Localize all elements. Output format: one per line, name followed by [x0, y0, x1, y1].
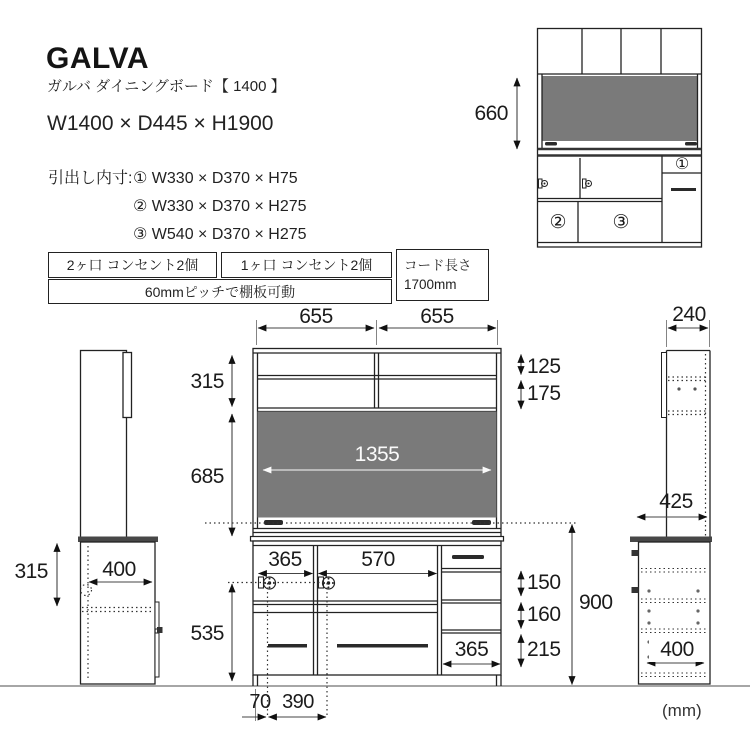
drawer-spec-3: ③ W540 × D370 × H275 — [133, 226, 307, 243]
dim-front-glass-section-height: 685 — [190, 465, 224, 488]
dim-front-half-width-right: 655 — [420, 305, 454, 328]
dim-right-top-depth: 240 — [672, 303, 706, 326]
drawer-spec-1: ① W330 × D370 × H75 — [133, 170, 298, 187]
spec-box-shelf-pitch: 60mmピッチで棚板可動 — [48, 279, 392, 304]
dim-front-shelf-row-1: 125 — [527, 355, 561, 378]
dim-left-upper-inner-height: 315 — [14, 560, 48, 583]
dim-front-niche-width: 365 — [454, 638, 489, 661]
dim-front-niche-height-1: 150 — [527, 571, 561, 594]
unit-note: (mm) — [662, 701, 702, 720]
left-side-view-drawing — [57, 351, 163, 685]
dim-front-knob-to-floor: 535 — [190, 622, 224, 645]
spec-box-cord-length — [396, 249, 489, 301]
dim-front-hinge-offset: 70 — [249, 691, 271, 713]
spec-box-outlet-single: 1ヶ口 コンセント2個 — [221, 252, 392, 278]
thumbnail-drawer-mark-3: ③ — [612, 212, 630, 233]
page-title: GALVA — [46, 42, 150, 75]
product-subtitle: ガルバ ダイニングボード【 1400 】 — [47, 78, 286, 95]
cord-length-value: 1700mm — [404, 277, 457, 292]
spec-box-outlet-double: 2ヶ口 コンセント2個 — [48, 252, 217, 278]
dim-front-niche-height-3: 215 — [527, 638, 561, 661]
dim-front-center-door-width: 570 — [361, 548, 395, 571]
dim-front-top-section-height: 315 — [190, 370, 224, 393]
dim-front-shelf-row-2: 175 — [527, 382, 561, 405]
dim-front-base-height: 900 — [579, 591, 613, 614]
dim-front-niche-height-2: 160 — [527, 603, 561, 626]
drawer-spec-label: 引出し内寸: — [48, 170, 133, 187]
overall-size: W1400 × D445 × H1900 — [47, 112, 274, 135]
cord-length-label: コード長さ — [404, 258, 472, 273]
dim-left-inner-depth: 400 — [102, 558, 136, 581]
dim-front-hinge-spacing: 390 — [282, 691, 314, 713]
drawer-spec-2: ② W330 × D370 × H275 — [133, 198, 307, 215]
dim-front-left-door-width: 365 — [268, 548, 302, 571]
dim-thumbnail-glass-height: 660 — [474, 102, 508, 125]
dim-front-glass-width: 1355 — [354, 443, 400, 466]
thumbnail-drawer-mark-1: ① — [674, 156, 690, 173]
front-view-drawing — [251, 349, 504, 687]
dim-right-base-inner-depth: 400 — [649, 638, 705, 662]
dim-right-counter-depth: 425 — [659, 490, 693, 513]
dim-front-half-width-left: 655 — [299, 305, 333, 328]
thumbnail-drawer-mark-2: ② — [549, 212, 567, 233]
